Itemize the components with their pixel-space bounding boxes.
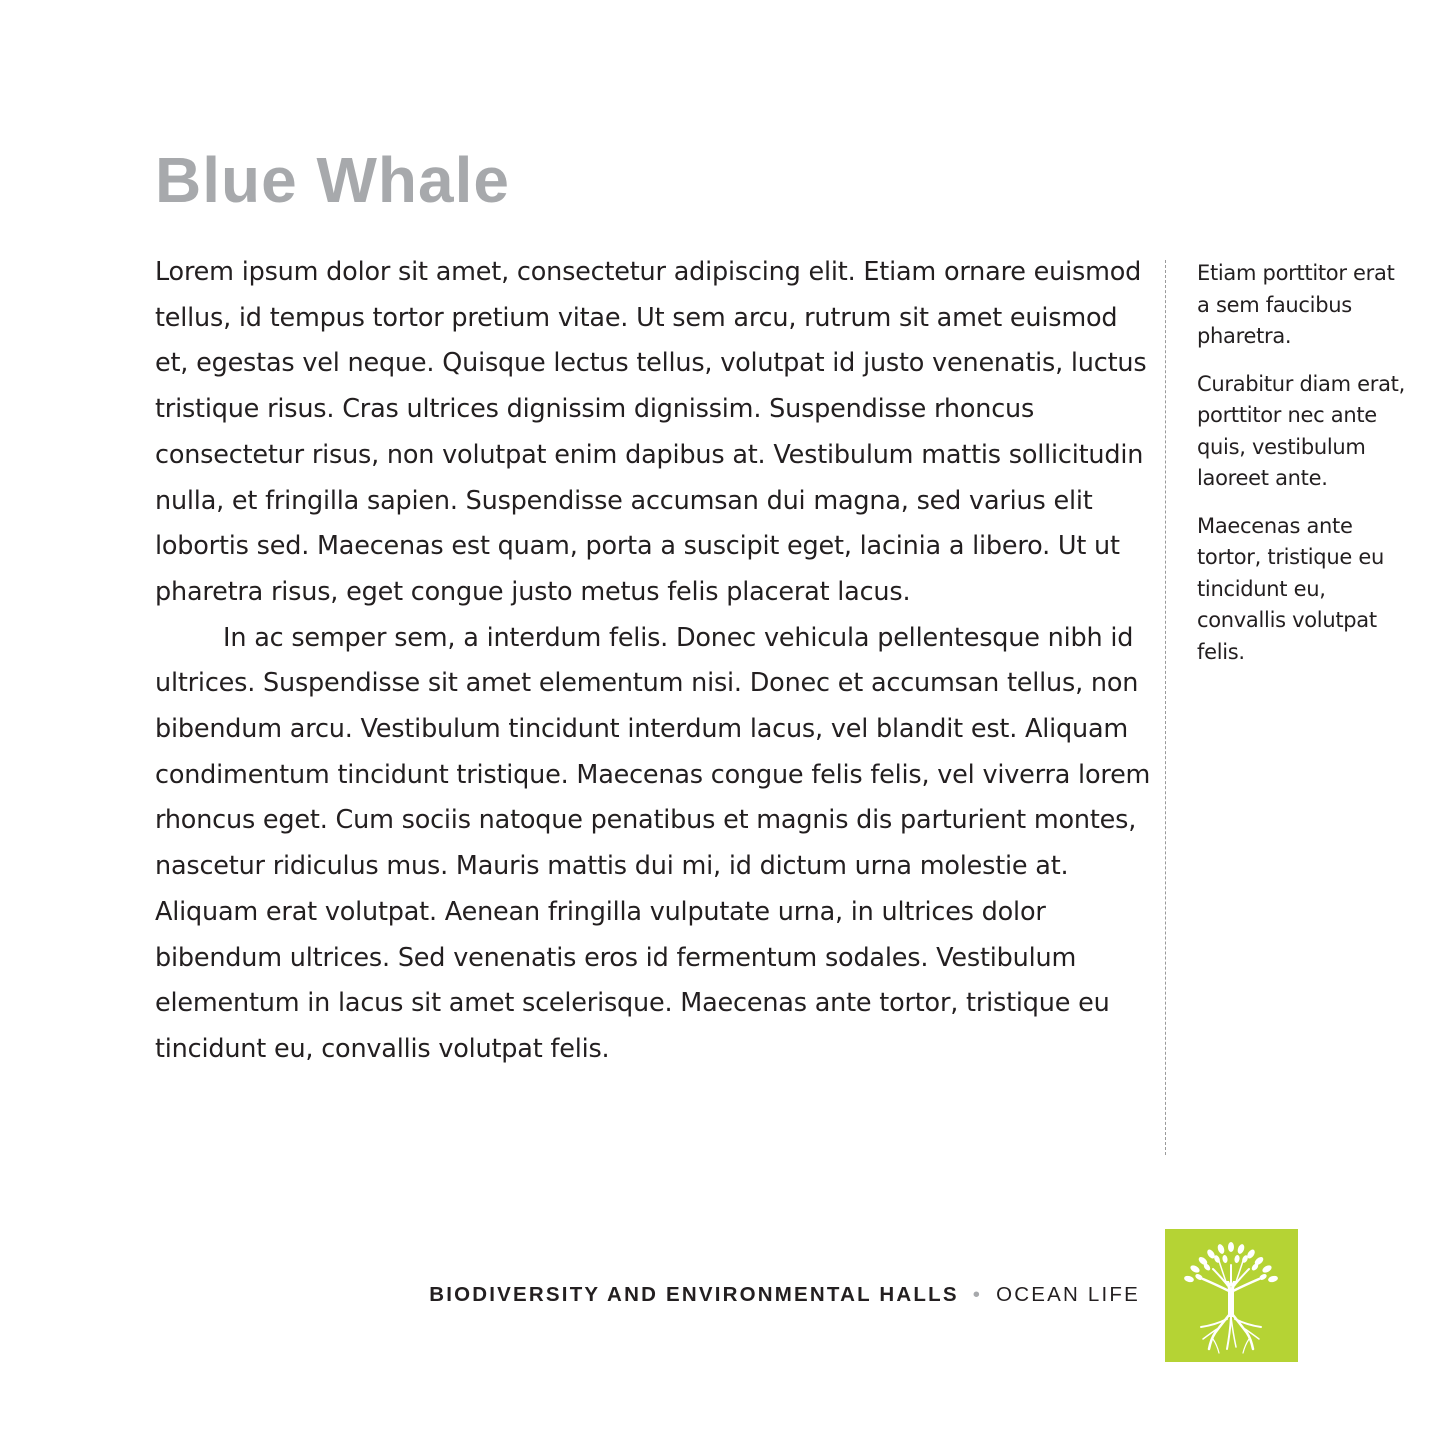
column-divider xyxy=(1165,260,1166,1155)
footer-separator: • xyxy=(972,1283,983,1306)
page-title: Blue Whale xyxy=(155,144,510,216)
sidebar-notes xyxy=(1197,258,1407,684)
body-paragraph-1: Lorem ipsum dolor sit amet, consectetur adipiscing elit. Etiam ornare euismod tellus, id tempus tortor pretium vitae. Ut sem arcu, rutrum sit amet euismod et, egestas vel neque. Quisque lectus tellus, volutpat id justo venenatis, luctus tristique risus. Cras ultrices dignissim dignissim. Suspendisse rhoncus consectetur risus, non volutpat enim dapibus at. Vestibulum mattis sollicitudin nulla, et fringilla sapien. Suspendisse accumsan dui magna, sed varius elit lobortis sed. Maecenas est quam, porta a suscipit eget, lacinia a libero. Ut ut pharetra risus, eget congue justo metus felis placerat lacus. xyxy=(155,257,1147,607)
tree-of-life-icon xyxy=(1165,1229,1298,1362)
sidebar-note-2: Curabitur diam erat, porttitor nec ante quis, vestibulum laoreet ante. xyxy=(1197,371,1405,490)
footer-caption xyxy=(380,1280,1140,1310)
footer-section-name: OCEAN LIFE xyxy=(996,1283,1140,1306)
body-paragraph-2: In ac semper sem, a interdum felis. Donec vehicula pellentesque nibh id ultrices. Suspendisse sit amet elementum nisi. Donec et accumsan tellus, non bibendum arcu. Vestibulum tincidunt interdum lacus, vel blandit est. Aliquam condimentum tincidunt tristique. Maecenas congue felis felis, vel viverra lorem rhoncus eget. Cum sociis natoque penatibus et magnis dis parturient montes, nascetur ridiculus mus. Mauris mattis dui mi, id dictum urna molestie at. Aliquam erat volutpat. Aenean fringilla vulputate urna, in ultrices dolor bibendum ultrices. Sed venenatis eros id fermentum sodales. Vestibulum elementum in lacus sit amet scelerisque. Maecenas ante tortor, tristique eu tincidunt eu, convallis volutpat felis. xyxy=(155,622,1151,1064)
main-body-text xyxy=(155,250,1155,1073)
footer-hall-name: BIODIVERSITY AND ENVIRONMENTAL HALLS xyxy=(429,1283,959,1306)
sidebar-note-3: Maecenas ante tortor, tristique eu tincidunt eu, convallis volutpat felis. xyxy=(1197,513,1384,664)
sidebar-note-1: Etiam porttitor erat a sem faucibus pharetra. xyxy=(1197,261,1395,348)
